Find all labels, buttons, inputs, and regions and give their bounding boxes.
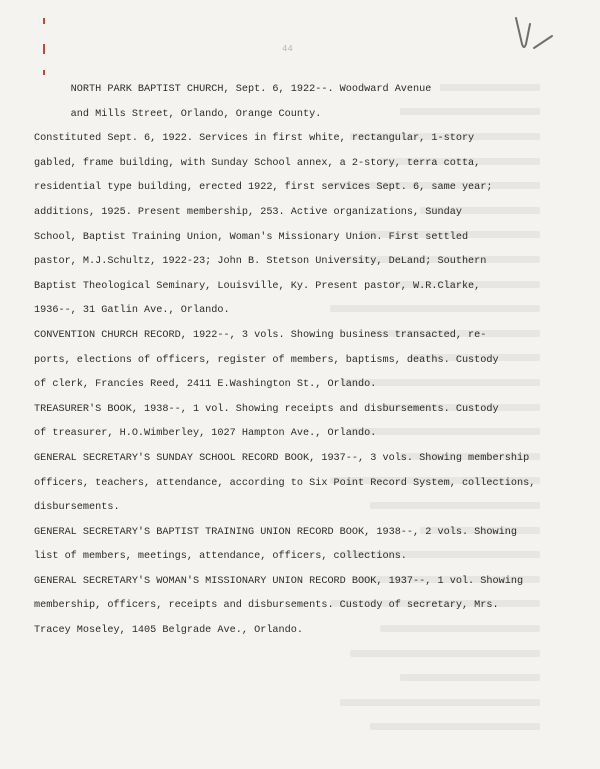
margin-mark — [43, 44, 45, 54]
text-line: ports, elections of officers, register of members, baptisms, deaths. Custody — [34, 354, 499, 366]
text-line: 1936--, 31 Gatlin Ave., Orlando. — [34, 305, 230, 317]
margin-mark — [43, 70, 45, 75]
text-line: GENERAL SECRETARY'S WOMAN'S MISSIONARY UNION RECORD BOOK, 1937--, 1 vol. Showing — [34, 575, 524, 587]
text-line: additions, 1925. Present membership, 253. Active organizations, Sunday — [34, 206, 462, 218]
document-body — [34, 78, 570, 644]
text-line: gabled, frame building, with Sunday School annex, a 2-story, terra cotta, — [34, 157, 481, 169]
text-line: TREASURER'S BOOK, 1938--, 1 vol. Showing receipts and disbursements. Custody — [34, 403, 499, 415]
text-line: Constituted Sept. 6, 1922. Services in first white, rectangular, 1-story — [34, 133, 475, 145]
text-line: GENERAL SECRETARY'S BAPTIST TRAINING UNION RECORD BOOK, 1938--, 2 vols. Showing — [34, 526, 517, 538]
margin-mark — [43, 18, 45, 24]
text-line: NORTH PARK BAPTIST CHURCH, Sept. 6, 1922--. Woodward Avenue — [34, 84, 432, 95]
text-line: officers, teachers, attendance, according to Six Point Record System, collections, — [34, 477, 536, 489]
text-line: disbursements. — [34, 502, 120, 514]
text-line: GENERAL SECRETARY'S SUNDAY SCHOOL RECORD BOOK, 1937--, 3 vols. Showing membership — [34, 452, 530, 464]
text-line: membership, officers, receipts and disbursements. Custody of secretary, Mrs. — [34, 600, 499, 612]
text-line: of treasurer, H.O.Wimberley, 1027 Hampton Ave., Orlando. — [34, 428, 377, 440]
pencil-check-mark — [512, 14, 556, 58]
text-line: and Mills Street, Orlando, Orange County. — [34, 108, 322, 120]
text-line: of clerk, Francies Reed, 2411 E.Washington St., Orlando. — [34, 379, 377, 391]
text-line: Baptist Theological Seminary, Louisville, Ky. Present pastor, W.R.Clarke, — [34, 280, 481, 292]
text-line: pastor, M.J.Schultz, 1922-23; John B. Stetson University, DeLand; Southern — [34, 256, 487, 268]
text-line: CONVENTION CHURCH RECORD, 1922--, 3 vols. Showing business transacted, re- — [34, 329, 487, 341]
page-number: 44 — [282, 44, 293, 54]
text-line: residential type building, erected 1922, first services Sept. 6, same year; — [34, 182, 493, 194]
text-line: Tracey Moseley, 1405 Belgrade Ave., Orlando. — [34, 625, 303, 637]
text-line: list of members, meetings, attendance, officers, collections. — [34, 551, 407, 563]
text-line: School, Baptist Training Union, Woman's Missionary Union. First settled — [34, 231, 469, 243]
